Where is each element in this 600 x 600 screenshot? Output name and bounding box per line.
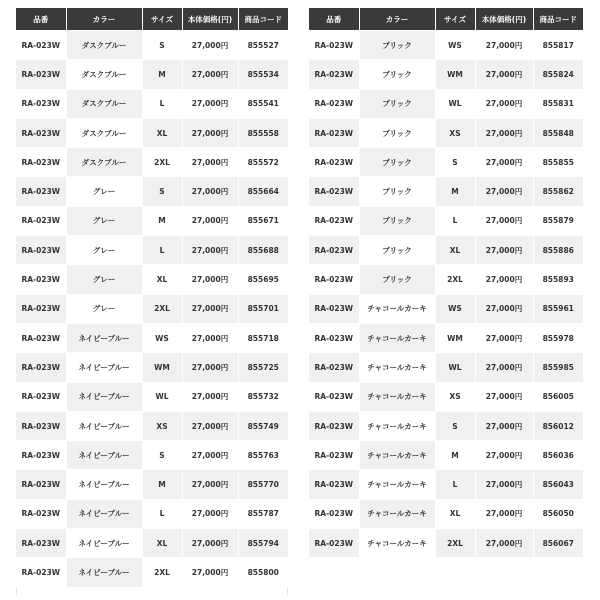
cell-product-code: 855527	[238, 31, 288, 60]
cell-product-code: 855770	[238, 470, 288, 499]
cell-color: ネイビーブルー	[66, 323, 142, 352]
header-size: サイズ	[142, 8, 182, 31]
cell-price: 27,000円	[475, 499, 533, 528]
cell-size: L	[142, 236, 182, 265]
cell-color: ダスクブルー	[66, 118, 142, 147]
cell-price: 27,000円	[475, 265, 533, 294]
cell-product-code: 855749	[238, 411, 288, 440]
cell-size: S	[435, 148, 475, 177]
table-row	[16, 265, 288, 294]
cell-code: RA-023W	[309, 294, 359, 323]
cell-color: グレー	[66, 206, 142, 235]
cell-price: 27,000円	[182, 558, 238, 587]
cell-size: S	[142, 31, 182, 60]
cell-size: WM	[435, 323, 475, 352]
cell-size: WM	[142, 353, 182, 382]
cell-color: チャコールカーキ	[359, 470, 435, 499]
cell-color: ブリック	[359, 89, 435, 118]
table-row	[16, 353, 288, 382]
header-color: カラー	[359, 8, 435, 31]
cell-color: ブリック	[359, 118, 435, 147]
cell-code: RA-023W	[16, 177, 66, 206]
cell-code: RA-023W	[16, 499, 66, 528]
cell-code: RA-023W	[16, 529, 66, 558]
cell-product-code: 855961	[533, 294, 583, 323]
table-row	[16, 177, 288, 206]
table-row	[309, 353, 583, 382]
cell-product-code: 855688	[238, 236, 288, 265]
cell-size: XL	[435, 236, 475, 265]
cell-code: RA-023W	[16, 265, 66, 294]
cell-code: RA-023W	[309, 206, 359, 235]
cell-color: ネイビーブルー	[66, 558, 142, 587]
cell-product-code: 856012	[533, 411, 583, 440]
cell-price: 27,000円	[182, 353, 238, 382]
cell-code: RA-023W	[16, 206, 66, 235]
cell-price: 27,000円	[182, 382, 238, 411]
cell-color: チャコールカーキ	[359, 441, 435, 470]
cell-price: 27,000円	[475, 353, 533, 382]
cell-product-code: 855718	[238, 323, 288, 352]
cell-color: チャコールカーキ	[359, 382, 435, 411]
cell-size: XS	[435, 118, 475, 147]
cell-code: RA-023W	[309, 148, 359, 177]
table-row	[16, 31, 288, 60]
cell-code: RA-023W	[309, 529, 359, 558]
cell-price: 27,000円	[182, 265, 238, 294]
header-price: 本体価格(円)	[475, 8, 533, 31]
cell-size: WL	[435, 353, 475, 382]
cell-size: S	[435, 411, 475, 440]
table-row	[16, 148, 288, 177]
cell-product-code: 856067	[533, 529, 583, 558]
cell-code: RA-023W	[309, 353, 359, 382]
cell-product-code: 855701	[238, 294, 288, 323]
cell-color: ネイビーブルー	[66, 353, 142, 382]
cell-code: RA-023W	[16, 353, 66, 382]
cell-product-code: 856043	[533, 470, 583, 499]
cell-product-code: 855725	[238, 353, 288, 382]
table-row	[16, 499, 288, 528]
cell-color: ダスクブルー	[66, 148, 142, 177]
table-row	[16, 236, 288, 265]
cell-price: 27,000円	[475, 148, 533, 177]
cell-size: L	[435, 470, 475, 499]
cell-size: L	[142, 89, 182, 118]
cell-color: ネイビーブルー	[66, 382, 142, 411]
cell-size: S	[142, 177, 182, 206]
cell-product-code: 856050	[533, 499, 583, 528]
table-row	[309, 148, 583, 177]
cell-price: 27,000円	[182, 236, 238, 265]
header-price: 本体価格(円)	[182, 8, 238, 31]
cell-price: 27,000円	[475, 441, 533, 470]
cell-price: 27,000円	[182, 529, 238, 558]
cell-price: 27,000円	[182, 31, 238, 60]
table-body-left	[16, 31, 288, 587]
cell-product-code: 855855	[533, 148, 583, 177]
table-row	[16, 382, 288, 411]
cell-color: ブリック	[359, 31, 435, 60]
cell-size: 2XL	[435, 265, 475, 294]
cell-product-code: 855541	[238, 89, 288, 118]
header-size: サイズ	[435, 8, 475, 31]
table-body-right	[309, 31, 583, 558]
cell-size: XL	[142, 529, 182, 558]
cell-color: ブリック	[359, 148, 435, 177]
cell-code: RA-023W	[16, 148, 66, 177]
table-row	[16, 118, 288, 147]
table-row	[16, 323, 288, 352]
cell-code: RA-023W	[309, 31, 359, 60]
cell-price: 27,000円	[182, 60, 238, 89]
cell-color: グレー	[66, 236, 142, 265]
cell-product-code: 855664	[238, 177, 288, 206]
table-row	[309, 529, 583, 558]
cell-code: RA-023W	[309, 441, 359, 470]
cell-color: グレー	[66, 177, 142, 206]
table-row	[16, 206, 288, 235]
cell-size: WL	[435, 89, 475, 118]
header-color: カラー	[66, 8, 142, 31]
cell-code: RA-023W	[16, 323, 66, 352]
cell-price: 27,000円	[182, 294, 238, 323]
cell-code: RA-023W	[16, 470, 66, 499]
cell-code: RA-023W	[16, 118, 66, 147]
cell-size: XL	[435, 499, 475, 528]
cell-price: 27,000円	[475, 89, 533, 118]
cell-color: ネイビーブルー	[66, 411, 142, 440]
cell-size: 2XL	[142, 148, 182, 177]
cell-product-code: 855985	[533, 353, 583, 382]
table-row	[309, 31, 583, 60]
cell-product-code: 855848	[533, 118, 583, 147]
cell-product-code: 855732	[238, 382, 288, 411]
cell-color: ダスクブルー	[66, 89, 142, 118]
cell-price: 27,000円	[182, 148, 238, 177]
table-row	[309, 118, 583, 147]
cell-size: 2XL	[142, 558, 182, 587]
cell-product-code: 855886	[533, 236, 583, 265]
product-spec-table-right	[309, 8, 583, 557]
table-row	[309, 323, 583, 352]
table-row	[309, 470, 583, 499]
cell-color: グレー	[66, 294, 142, 323]
cell-code: RA-023W	[16, 294, 66, 323]
table-row	[309, 441, 583, 470]
cell-size: WS	[435, 31, 475, 60]
cell-product-code: 855817	[533, 31, 583, 60]
cell-price: 27,000円	[475, 236, 533, 265]
cell-color: チャコールカーキ	[359, 323, 435, 352]
cell-product-code: 855787	[238, 499, 288, 528]
cell-product-code: 855534	[238, 60, 288, 89]
table-row	[16, 441, 288, 470]
cell-size: L	[435, 206, 475, 235]
cell-price: 27,000円	[475, 470, 533, 499]
cell-color: ブリック	[359, 265, 435, 294]
table-row	[309, 206, 583, 235]
cell-color: ネイビーブルー	[66, 470, 142, 499]
table-row	[16, 529, 288, 558]
cell-size: WM	[435, 60, 475, 89]
cell-price: 27,000円	[475, 60, 533, 89]
cell-product-code: 855763	[238, 441, 288, 470]
cell-size: WS	[142, 323, 182, 352]
cell-product-code: 855862	[533, 177, 583, 206]
cell-code: RA-023W	[309, 60, 359, 89]
cell-price: 27,000円	[182, 118, 238, 147]
cell-price: 27,000円	[182, 441, 238, 470]
cell-price: 27,000円	[182, 470, 238, 499]
cell-product-code: 855572	[238, 148, 288, 177]
table-row	[309, 60, 583, 89]
cell-product-code: 855893	[533, 265, 583, 294]
cell-code: RA-023W	[16, 411, 66, 440]
cell-price: 27,000円	[475, 382, 533, 411]
cell-code: RA-023W	[309, 265, 359, 294]
cell-price: 27,000円	[182, 177, 238, 206]
cell-price: 27,000円	[475, 529, 533, 558]
cell-color: グレー	[66, 265, 142, 294]
cell-color: ネイビーブルー	[66, 529, 142, 558]
cell-price: 27,000円	[475, 411, 533, 440]
table-row	[16, 294, 288, 323]
cell-code: RA-023W	[16, 441, 66, 470]
table-row	[16, 60, 288, 89]
cell-color: チャコールカーキ	[359, 294, 435, 323]
cell-color: ネイビーブルー	[66, 499, 142, 528]
table-row	[309, 382, 583, 411]
cell-color: ブリック	[359, 206, 435, 235]
cell-size: M	[142, 60, 182, 89]
cell-price: 27,000円	[475, 118, 533, 147]
cell-price: 27,000円	[182, 411, 238, 440]
cell-size: 2XL	[435, 529, 475, 558]
cell-size: XS	[142, 411, 182, 440]
cell-color: ダスクブルー	[66, 31, 142, 60]
cell-code: RA-023W	[16, 236, 66, 265]
cell-price: 27,000円	[475, 294, 533, 323]
cell-product-code: 855978	[533, 323, 583, 352]
header-product-code: 商品コード	[238, 8, 288, 31]
cell-code: RA-023W	[309, 470, 359, 499]
cell-price: 27,000円	[182, 89, 238, 118]
cell-size: M	[435, 177, 475, 206]
cell-color: ネイビーブルー	[66, 441, 142, 470]
cell-code: RA-023W	[16, 558, 66, 587]
cell-code: RA-023W	[309, 236, 359, 265]
table-row	[16, 411, 288, 440]
table-header-row	[309, 8, 583, 31]
table-row	[309, 236, 583, 265]
cell-size: WL	[142, 382, 182, 411]
header-product-code: 商品コード	[533, 8, 583, 31]
cell-code: RA-023W	[309, 499, 359, 528]
cell-size: WS	[435, 294, 475, 323]
cell-product-code: 855879	[533, 206, 583, 235]
cell-code: RA-023W	[309, 382, 359, 411]
cell-color: チャコールカーキ	[359, 529, 435, 558]
cell-code: RA-023W	[309, 118, 359, 147]
cell-product-code: 855558	[238, 118, 288, 147]
cell-color: ブリック	[359, 177, 435, 206]
cell-color: ダスクブルー	[66, 60, 142, 89]
cell-size: XS	[435, 382, 475, 411]
table-row	[309, 265, 583, 294]
cell-code: RA-023W	[16, 89, 66, 118]
table-row	[16, 558, 288, 587]
cell-price: 27,000円	[475, 177, 533, 206]
cell-code: RA-023W	[16, 60, 66, 89]
cell-product-code: 856036	[533, 441, 583, 470]
cell-product-code: 855695	[238, 265, 288, 294]
cell-code: RA-023W	[309, 323, 359, 352]
cell-product-code: 856005	[533, 382, 583, 411]
cell-product-code: 855800	[238, 558, 288, 587]
cell-code: RA-023W	[309, 411, 359, 440]
cell-product-code: 855671	[238, 206, 288, 235]
cell-color: チャコールカーキ	[359, 353, 435, 382]
cell-price: 27,000円	[182, 499, 238, 528]
header-code: 品番	[309, 8, 359, 31]
cell-code: RA-023W	[16, 382, 66, 411]
cell-size: M	[142, 206, 182, 235]
cell-price: 27,000円	[475, 206, 533, 235]
cell-price: 27,000円	[182, 206, 238, 235]
cell-color: ブリック	[359, 236, 435, 265]
cell-size: S	[142, 441, 182, 470]
table-row	[16, 470, 288, 499]
cell-price: 27,000円	[182, 323, 238, 352]
cell-size: L	[142, 499, 182, 528]
cell-code: RA-023W	[16, 31, 66, 60]
table-row	[309, 89, 583, 118]
table-row	[16, 89, 288, 118]
cell-product-code: 855794	[238, 529, 288, 558]
table-row	[309, 411, 583, 440]
table-row	[309, 499, 583, 528]
cell-size: XL	[142, 265, 182, 294]
cell-product-code: 855824	[533, 60, 583, 89]
cell-size: M	[435, 441, 475, 470]
cell-code: RA-023W	[309, 177, 359, 206]
table-row	[309, 294, 583, 323]
cell-size: M	[142, 470, 182, 499]
cell-color: チャコールカーキ	[359, 411, 435, 440]
header-code: 品番	[16, 8, 66, 31]
cell-price: 27,000円	[475, 31, 533, 60]
cell-product-code: 855831	[533, 89, 583, 118]
cell-color: ブリック	[359, 60, 435, 89]
cell-price: 27,000円	[475, 323, 533, 352]
cell-code: RA-023W	[309, 89, 359, 118]
table-header-row	[16, 8, 288, 31]
product-spec-table-left	[16, 8, 288, 587]
table-row	[309, 177, 583, 206]
cell-size: 2XL	[142, 294, 182, 323]
cell-size: XL	[142, 118, 182, 147]
cell-color: チャコールカーキ	[359, 499, 435, 528]
